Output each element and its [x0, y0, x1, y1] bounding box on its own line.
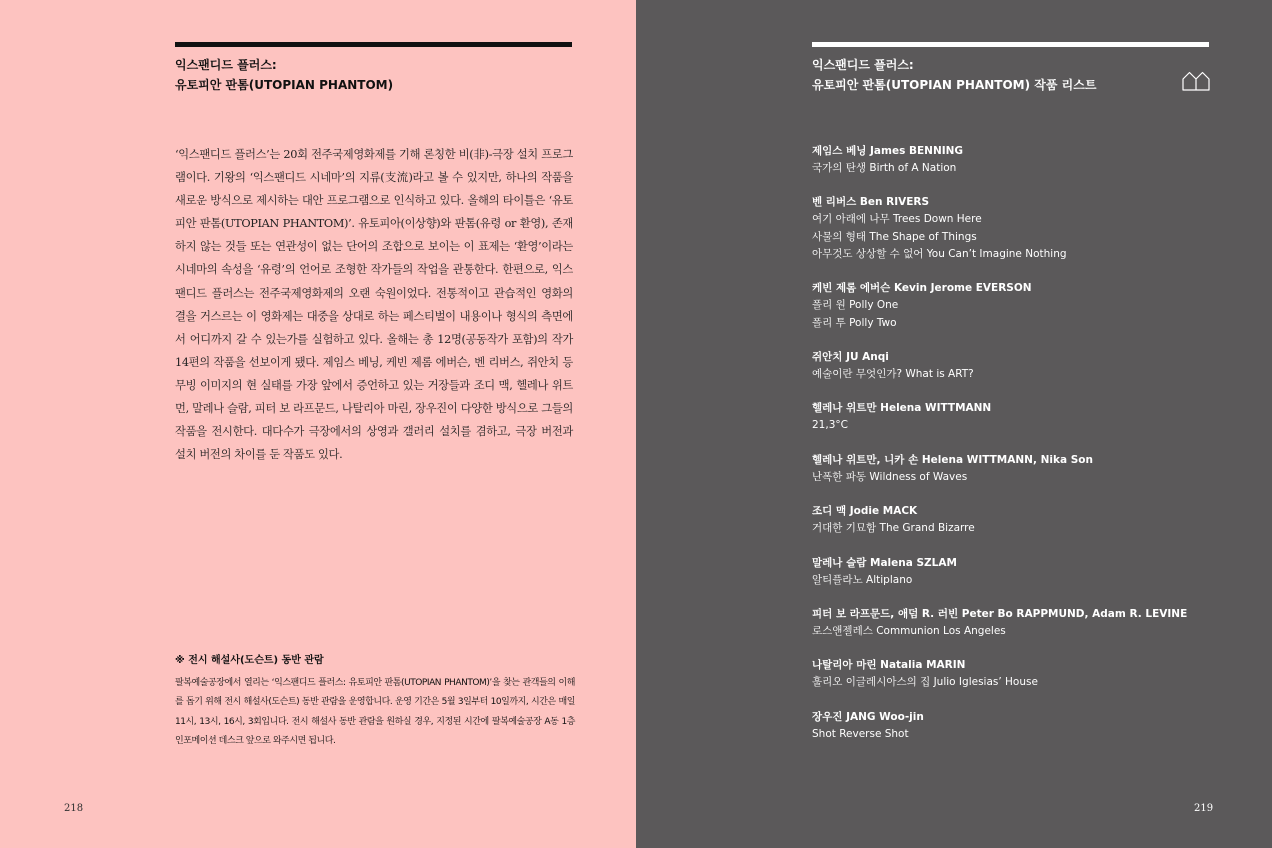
work-title: 사물의 형태 The Shape of Things [812, 230, 977, 243]
work-title: 훌리오 이글레시아스의 집 Julio Iglesias’ House [812, 676, 1038, 689]
artist-entry [812, 280, 1232, 332]
work-title: Shot Reverse Shot [812, 727, 909, 740]
artist-entry [812, 503, 1232, 537]
docent-note [175, 652, 575, 752]
intro-paragraph: ‘익스팬디드 플러스’는 20회 전주국제영화제를 기해 론칭한 비(非)-극장 설치 프로그램이다. 기왕의 ‘익스팬디드 시네마’의 지류(支流)라고 볼 수 있지만, 하나의 작품을 새로운 방식으로 제시하는 대안 프로그램으로 인식하고 있다. 올해의 타이틀은 ‘유토피안 판톰(UTOPIAN PHANTOM)’. 유토피아(이상향)와 판톰(유령 or 환영), 존재하지 않는 것들 또는 연관성이 없는 단어의 조합으로 보이는 이 표제는 ‘환영’이라는 시네마의 속성을 ‘유령’의 언어로 조형한 작가들의 작업을 관통한다. 한편으로, 익스팬디드 플러스는 전주국제영화제의 오랜 숙원이었다. 전통적이고 관습적인 영화의 결을 거스르는 이 영화제는 대중을 상대로 하는 페스티벌이 내용이나 형식의 측면에서 어디까지 갈 수 있는가를 실험하고 있다. 올해는 총 12명(공동작가 포함)의 작가 14편의 작품을 선보이게 됐다. 제임스 베닝, 케빈 제롬 에버슨, 벤 리버스, 쥐안치 등 무빙 이미지의 현 실태를 가장 앞에서 증언하고 있는 거장들과 조디 맥, 헬레나 위트먼, 말레나 슬람, 피터 보 라프문드, 나탈리아 마린, 장우진이 다양한 방식으로 그들의 작품을 전시한다. 대다수가 극장에서의 상영과 갤러리 설치를 겸하고, 극장 버전과 설치 버전의 차이를 둔 작품도 있다. [175, 148, 573, 462]
artist-entry [812, 555, 1232, 589]
artist-name: 헬레나 위트만 Helena WITTMANN [812, 402, 992, 415]
artist-name: 조디 맥 Jodie MACK [812, 505, 918, 518]
note-title: ※ 전시 해설사(도슨트) 동반 관람 [175, 655, 324, 666]
artist-entry [812, 194, 1232, 263]
home-outline-icon [1182, 71, 1210, 91]
work-title: 알티플라노 Altiplano [812, 573, 913, 586]
note-text: 팔복예술공장에서 열리는 ‘익스팬디드 플러스: 유토피안 판톰(UTOPIAN PHANTOM)’을 찾는 관객들의 이해를 돕기 위해 전시 해설사(도슨트) 동반 관람을 운영합니다. 운영 기간은 5월 3일부터 10일까지, 시간은 매일 11시, 13시, 16시, 3회입니다. 전시 해설사 동반 관람을 원하실 경우, 지정된 시간에 팔복예술공장 A동 1층 인포메이션 데스크 앞으로 와주시면 됩니다. [175, 678, 575, 747]
heading-line-2: 유토피안 판톰(UTOPIAN PHANTOM) [175, 78, 394, 92]
artist-name: 장우진 JANG Woo-jin [812, 710, 924, 723]
artist-entry [812, 452, 1232, 486]
artist-name: 나탈리아 마린 Natalia MARIN [812, 659, 966, 672]
works-list [812, 143, 1232, 760]
artist-entry [812, 657, 1232, 691]
artist-name: 쥐안치 JU Anqi [812, 351, 889, 364]
artist-name: 헬레나 위트만, 니카 손 Helena WITTMANN, Nika Son [812, 453, 1093, 466]
work-title: 국가의 탄생 Birth of A Nation [812, 162, 957, 174]
page-number-right: 219 [1194, 803, 1214, 814]
work-title: 아무것도 상상할 수 없어 You Can’t Imagine Nothing [812, 247, 1067, 260]
work-title: 난폭한 파동 Wildness of Waves [812, 470, 968, 483]
work-title: 폴리 원 Polly One [812, 299, 899, 312]
work-title: 21,3°C [812, 419, 848, 432]
work-title: 예술이란 무엇인가? What is ART? [812, 368, 974, 381]
work-title: 폴리 투 Polly Two [812, 316, 897, 329]
artist-entry [812, 606, 1232, 640]
right-page [636, 0, 1272, 848]
artist-name: 케빈 제롬 에버슨 Kevin Jerome EVERSON [812, 282, 1032, 295]
heading-rule [812, 42, 1209, 47]
heading-line-1: 익스팬디드 플러스: [175, 58, 277, 72]
artist-entry [812, 400, 1232, 434]
artist-entry [812, 709, 1232, 743]
work-title: 여기 아래에 나무 Trees Down Here [812, 213, 982, 226]
artist-name: 제임스 베닝 James BENNING [812, 145, 964, 157]
page-number-left: 218 [64, 803, 84, 814]
work-title: 거대한 기묘함 The Grand Bizarre [812, 522, 975, 535]
work-title: 로스앤젤레스 Communion Los Angeles [812, 625, 1006, 638]
section-heading [812, 55, 1096, 95]
artist-entry [812, 143, 1232, 177]
artist-name: 벤 리버스 Ben RIVERS [812, 196, 930, 209]
heading-rule [175, 42, 572, 47]
artist-name: 말레나 슬람 Malena SZLAM [812, 556, 957, 569]
artist-entry [812, 349, 1232, 383]
section-heading [175, 55, 393, 95]
artist-name: 피터 보 라프문드, 애덤 R. 러빈 Peter Bo RAPPMUND, Adam R. LEVINE [812, 608, 1188, 621]
heading-line-1: 익스팬디드 플러스: [812, 58, 914, 72]
heading-line-2: 유토피안 판톰(UTOPIAN PHANTOM) 작품 리스트 [812, 78, 1097, 92]
